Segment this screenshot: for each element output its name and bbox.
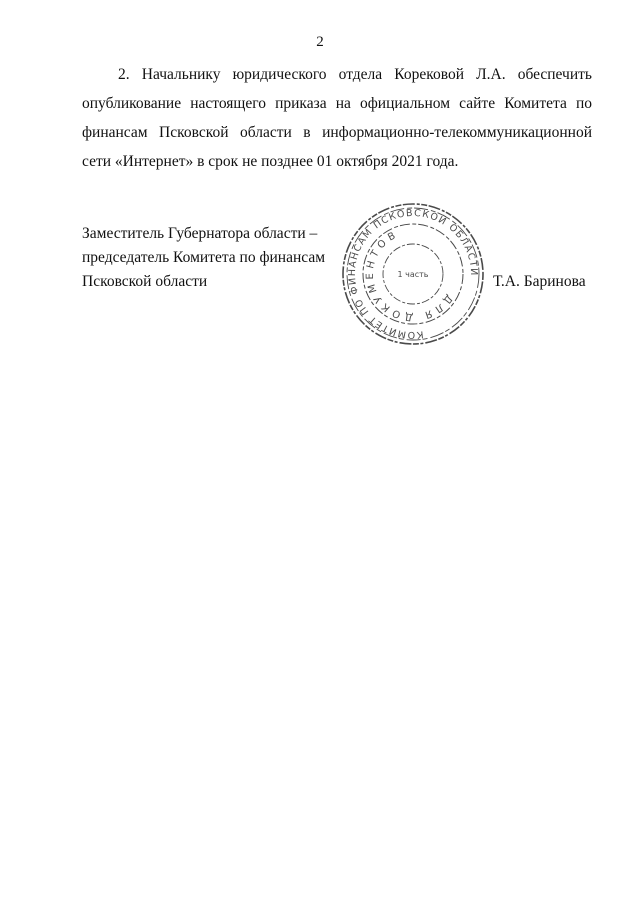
stamp-inner-text: ДЛЯ ДОКУМЕНТОВ bbox=[364, 228, 455, 323]
signer-position bbox=[82, 222, 325, 294]
paragraph-line: опубликование настоящего приказа на официальном сайте Комитета по bbox=[82, 95, 592, 112]
paragraph-line: 2. Начальнику юридического отдела Корековой Л.А. обеспечить bbox=[118, 66, 592, 83]
stamp-center-text: 1 часть bbox=[397, 270, 429, 279]
signer-name: Т.А. Баринова bbox=[493, 273, 586, 290]
paragraph-line: финансам Псковской области в информационно-телекоммуникационной bbox=[82, 124, 592, 141]
stamp-outer-text: КОМИТЕТ ПО ФИНАНСАМ ПСКОВСКОЙ ОБЛАСТИ bbox=[346, 207, 480, 341]
paragraph-line: сети «Интернет» в срок не позднее 01 октября 2021 года. bbox=[82, 153, 459, 170]
page-number: 2 bbox=[316, 34, 324, 50]
signer-position-line: Заместитель Губернатора области – bbox=[82, 225, 318, 242]
signer-position-line: председатель Комитета по финансам bbox=[82, 249, 326, 266]
paragraph-item-2 bbox=[82, 60, 592, 176]
official-stamp-icon bbox=[338, 199, 488, 349]
signer-position-line: Псковской области bbox=[82, 273, 208, 290]
